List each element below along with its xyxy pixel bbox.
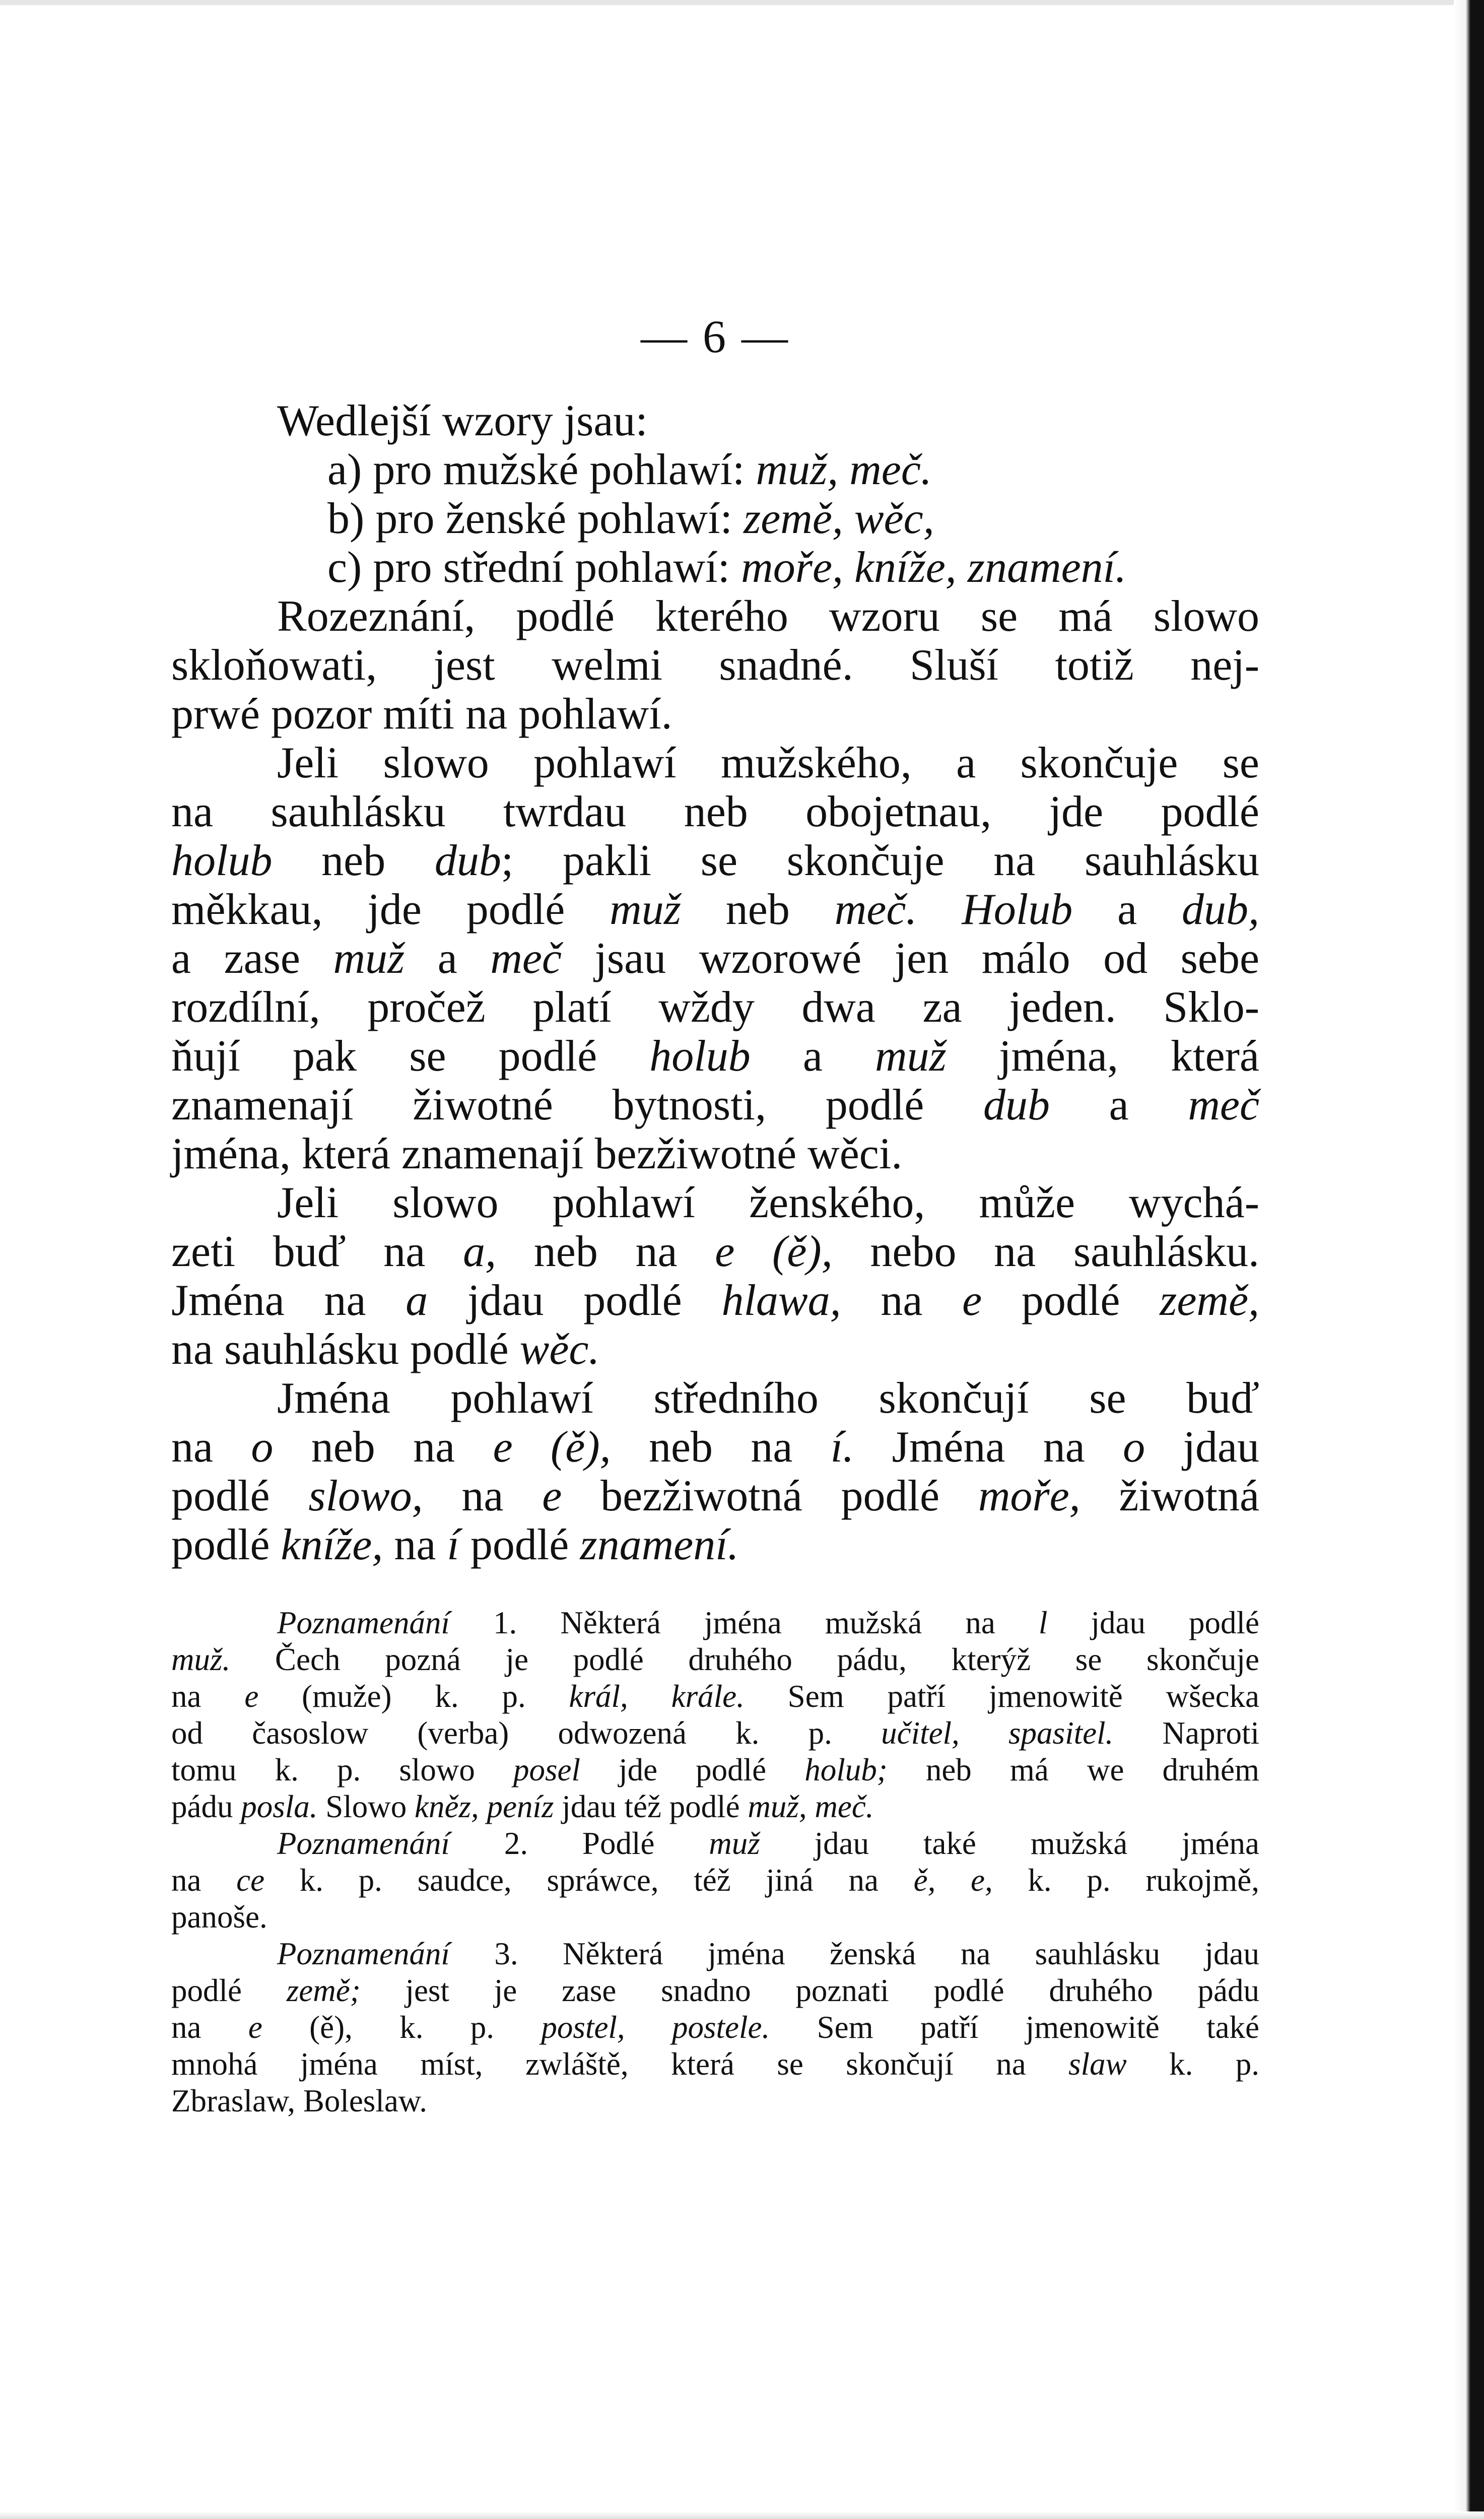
note-line	[171, 1788, 1259, 1825]
text-line	[171, 690, 1259, 739]
scan-edge-bottom	[0, 2511, 1484, 2519]
italic-term: ě, e,	[913, 1863, 993, 1898]
italic-term: Poznamenání	[277, 1605, 450, 1640]
italic-term: moře, kníže, znamení.	[741, 543, 1127, 592]
text-line	[171, 641, 1259, 690]
text-line	[171, 1325, 1259, 1374]
text-span: jsau wzorowé jen málo od sebe	[561, 934, 1260, 983]
note-line	[171, 1752, 1259, 1788]
text-span: Slowo	[317, 1789, 415, 1824]
italic-term: slowo,	[308, 1472, 423, 1520]
italic-term: země, wěc,	[744, 494, 934, 543]
text-line	[171, 543, 1259, 592]
text-span: jdau	[1145, 1423, 1260, 1472]
note-line	[171, 1715, 1259, 1752]
text-line	[171, 1081, 1259, 1130]
italic-term: holub	[171, 836, 273, 885]
text-span: prwé pozor míti na pohlawí.	[171, 690, 672, 739]
italic-term: a	[406, 1276, 428, 1325]
italic-term: e (ě),	[493, 1423, 611, 1472]
scan-edge-right	[1454, 0, 1484, 2519]
text-span: jdau též podlé	[554, 1789, 748, 1824]
italic-term: o	[251, 1423, 274, 1472]
text-span: jména, která znamenají bezžiwotné wěci.	[171, 1130, 903, 1178]
note-line	[171, 2083, 1259, 2119]
italic-term: kněz, peníz	[415, 1789, 554, 1824]
italic-term: učitel, spasitel.	[881, 1715, 1114, 1751]
italic-term: meč. Holub	[834, 885, 1073, 934]
text-span: bezžiwotná podlé	[562, 1472, 978, 1520]
italic-term: muž	[709, 1826, 760, 1861]
text-span: podlé	[171, 1973, 287, 2008]
text-span: neb na	[611, 1423, 831, 1472]
text-span: Rozeznání, podlé kterého wzoru se má slowo	[277, 592, 1259, 641]
italic-term: dub	[434, 836, 501, 885]
note-line	[171, 1936, 1259, 1972]
text-span: a) pro mužské pohlawí:	[327, 445, 756, 494]
text-span: na	[171, 2010, 248, 2045]
text-line	[171, 1032, 1259, 1081]
scan-edge-top	[0, 0, 1484, 5]
text-span: (ě), k. p.	[262, 2010, 542, 2045]
italic-term: muž	[333, 934, 405, 983]
text-span: ňují pak se podlé	[171, 1032, 650, 1081]
text-span: Sem patří jmenowitě wšecka	[744, 1679, 1259, 1714]
text-span: podlé	[171, 1472, 309, 1520]
italic-term: o	[1123, 1423, 1145, 1472]
text-span: 3. Některá jména ženská na sauhlásku jdau	[449, 1936, 1259, 1971]
text-line	[171, 1374, 1259, 1423]
text-span: neb má we druhém	[887, 1752, 1259, 1787]
italic-term: znamení.	[580, 1520, 739, 1569]
text-span: panoše.	[171, 1899, 267, 1935]
text-span: Jeli slowo pohlawí mužského, a skončuje se	[277, 739, 1259, 787]
text-line	[171, 934, 1259, 983]
text-span: a	[1072, 885, 1182, 934]
italic-term: země;	[286, 1973, 361, 2008]
text-span: jest je zase snadno poznati podlé druhého pádu	[360, 1973, 1260, 2008]
text-span: Jeli slowo pohlawí ženského, může wychá-	[277, 1178, 1259, 1227]
italic-term: muž, meč.	[756, 445, 932, 494]
text-line	[171, 739, 1259, 787]
italic-term: muž	[875, 1032, 947, 1081]
text-span: a	[1049, 1081, 1188, 1130]
text-span: zeti buď na	[171, 1227, 463, 1276]
italic-term: í	[447, 1520, 459, 1569]
italic-term: král, krále.	[569, 1679, 745, 1714]
page-number: — 6 —	[641, 311, 790, 362]
italic-term: e	[244, 1679, 259, 1714]
text-span: tomu k. p. slowo	[171, 1752, 513, 1787]
text-span: jména, která	[946, 1032, 1259, 1081]
text-line	[171, 445, 1259, 494]
italic-term: e	[248, 2010, 262, 2045]
note-line	[171, 1899, 1259, 1936]
italic-term: Poznamenání	[277, 1826, 450, 1861]
note-line	[171, 1862, 1259, 1899]
text-span: rozdílní, pročež platí wždy dwa za jeden. Sklo-	[171, 983, 1259, 1032]
text-line	[171, 787, 1259, 836]
italic-term: dub,	[1182, 885, 1259, 934]
italic-term: e	[962, 1276, 982, 1325]
text-span: neb na	[273, 1423, 493, 1472]
text-line	[171, 1423, 1259, 1472]
text-span: neb	[681, 885, 835, 934]
note-line	[171, 1825, 1259, 1862]
italic-term: ce	[236, 1863, 265, 1898]
italic-term: l	[1038, 1605, 1048, 1640]
text-span: na	[171, 1863, 237, 1898]
italic-term: muž	[610, 885, 681, 934]
text-span: podlé	[171, 1520, 281, 1569]
text-span: k. p. saudce, spráwce, též jiná na	[264, 1863, 914, 1898]
text-line	[171, 396, 1259, 445]
text-line	[171, 836, 1259, 885]
italic-term: a,	[463, 1227, 497, 1276]
italic-term: holub	[649, 1032, 751, 1081]
page-text	[171, 312, 1259, 2119]
text-span: jdau podlé	[1047, 1605, 1259, 1640]
text-line	[171, 1472, 1259, 1520]
italic-term: muž, meč.	[748, 1789, 874, 1824]
text-line	[171, 1520, 1259, 1569]
text-span: k. p. rukojmě,	[992, 1863, 1259, 1898]
text-span: Jména na	[171, 1276, 406, 1325]
text-span: Jména na	[854, 1423, 1123, 1472]
italic-term: í.	[830, 1423, 854, 1472]
text-span: Čech pozná je podlé druhého pádu, kterýž se skončuje	[230, 1642, 1259, 1677]
note-line	[171, 1678, 1259, 1715]
text-span: 2. Podlé	[449, 1826, 709, 1861]
text-span: od časoslow (verba) odwozená k. p.	[171, 1715, 882, 1751]
text-line	[171, 885, 1259, 934]
text-span: ; pakli se skončuje na sauhlásku	[501, 836, 1260, 885]
footnotes	[171, 1605, 1259, 2119]
text-span: b) pro ženské pohlawí:	[327, 494, 744, 543]
text-span: Sem patří jmenowitě také	[770, 2010, 1259, 2045]
italic-term: země,	[1160, 1276, 1260, 1325]
text-span: (muže) k. p.	[258, 1679, 569, 1714]
italic-term: slaw	[1068, 2046, 1127, 2082]
text-span: c) pro střední pohlawí:	[327, 543, 741, 592]
text-span: Jména pohlawí středního skončují se buď	[277, 1374, 1259, 1423]
text-line	[171, 1178, 1259, 1227]
italic-term: moře,	[978, 1472, 1081, 1520]
note-line	[171, 1972, 1259, 2009]
note-line	[171, 1605, 1259, 1641]
text-span: jde podlé	[580, 1752, 805, 1787]
text-span: nebo na sauhlásku.	[832, 1227, 1259, 1276]
text-span: mnohá jména míst, zwláště, která se skončují na	[171, 2046, 1069, 2082]
text-span: a	[404, 934, 491, 983]
text-span: k. p.	[1126, 2046, 1259, 2082]
text-span: na	[841, 1276, 963, 1325]
text-span: měkkau, jde podlé	[171, 885, 610, 934]
text-span: neb na	[496, 1227, 715, 1276]
text-span: skloňowati, jest welmi snadné. Sluší totiž nej-	[171, 641, 1259, 690]
italic-term: posel	[513, 1752, 580, 1787]
italic-term: kníže,	[281, 1520, 383, 1569]
text-span: Wedlejší wzory jsau:	[277, 396, 648, 445]
text-line	[171, 1276, 1259, 1325]
text-span: jdau také mužská jména	[760, 1826, 1259, 1861]
text-span: žiwotná	[1080, 1472, 1259, 1520]
italic-term: wěc.	[519, 1325, 600, 1374]
text-span: na	[383, 1520, 447, 1569]
text-span: pádu	[171, 1789, 241, 1824]
text-span: na	[171, 1679, 245, 1714]
text-span: a	[750, 1032, 875, 1081]
text-span: jdau podlé	[428, 1276, 722, 1325]
text-span: na	[171, 1423, 251, 1472]
note-line	[171, 2009, 1259, 2046]
text-span: a zase	[171, 934, 333, 983]
text-span: Zbraslaw, Boleslaw.	[171, 2083, 427, 2118]
note-line	[171, 2046, 1259, 2083]
italic-term: e (ě),	[715, 1227, 833, 1276]
text-span: neb	[272, 836, 435, 885]
text-span: znamenají žiwotné bytnosti, podlé	[171, 1081, 983, 1130]
text-line	[171, 1130, 1259, 1178]
italic-term: Poznamenání	[277, 1936, 450, 1971]
text-span: podlé	[459, 1520, 580, 1569]
text-span: na	[423, 1472, 543, 1520]
text-span: podlé	[982, 1276, 1160, 1325]
italic-term: meč	[1188, 1081, 1260, 1130]
italic-term: posla.	[241, 1789, 318, 1824]
text-span: 1. Některá jména mužská na	[449, 1605, 1039, 1640]
note-line	[171, 1641, 1259, 1678]
italic-term: muž.	[171, 1642, 231, 1677]
text-line	[171, 983, 1259, 1032]
text-line	[171, 494, 1259, 543]
italic-term: holub;	[804, 1752, 888, 1787]
italic-term: meč	[490, 934, 562, 983]
text-line	[171, 1227, 1259, 1276]
text-span: na sauhlásku twrdau neb obojetnau, jde podlé	[171, 787, 1259, 836]
italic-term: e	[542, 1472, 562, 1520]
italic-term: postel, postele.	[541, 2010, 770, 2045]
text-span: na sauhlásku podlé	[171, 1325, 520, 1374]
italic-term: dub	[983, 1081, 1050, 1130]
text-line	[171, 592, 1259, 641]
italic-term: hlawa,	[721, 1276, 841, 1325]
text-span: Naproti	[1113, 1715, 1259, 1751]
